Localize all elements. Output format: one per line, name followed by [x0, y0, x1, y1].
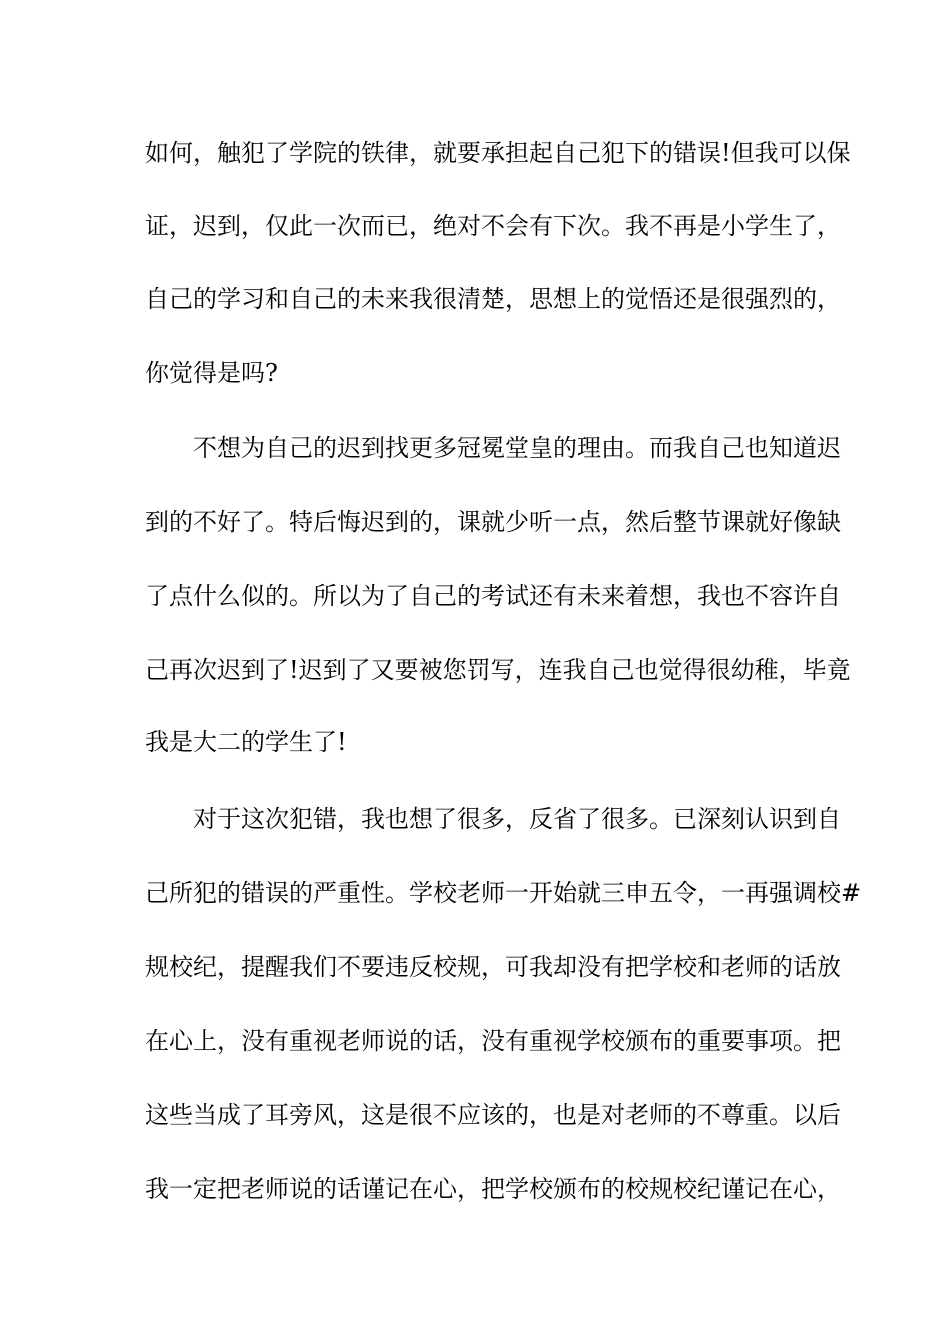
text-line: 你觉得是吗? — [145, 359, 278, 387]
text-line: 己再次迟到了!迟到了又要被您罚写，连我自己也觉得很幼稚，毕竟 — [145, 656, 851, 684]
text-line: 到的不好了。特后悔迟到的，课就少听一点，然后整节课就好像缺 — [145, 508, 841, 536]
text-line: 我是大二的学生了! — [145, 728, 347, 756]
text-line: 自己的学习和自己的未来我很清楚，思想上的觉悟还是很强烈的， — [145, 285, 841, 313]
text-line: 如何，触犯了学院的铁律，就要承担起自己犯下的错误!但我可以保 — [145, 139, 851, 167]
text-line: 己所犯的错误的严重性。学校老师一开始就三申五令，一再强调校# — [145, 879, 862, 907]
paragraph-first-line: 对于这次犯错，我也想了很多，反省了很多。已深刻认识到自 — [193, 805, 841, 833]
text-line: 我一定把老师说的话谨记在心，把学校颁布的校规校纪谨记在心， — [145, 1175, 841, 1203]
text-line: 在心上，没有重视老师说的话，没有重视学校颁布的重要事项。把 — [145, 1027, 841, 1055]
text-line: 证，迟到，仅此一次而已，绝对不会有下次。我不再是小学生了， — [145, 212, 841, 240]
paragraph-first-line: 不想为自己的迟到找更多冠冕堂皇的理由。而我自己也知道迟 — [193, 434, 841, 462]
text-line: 了点什么似的。所以为了自己的考试还有未来着想，我也不容许自 — [145, 582, 841, 610]
text-line: 规校纪，提醒我们不要违反校规，可我却没有把学校和老师的话放 — [145, 953, 841, 981]
text-line: 这些当成了耳旁风，这是很不应该的，也是对老师的不尊重。以后 — [145, 1101, 841, 1129]
